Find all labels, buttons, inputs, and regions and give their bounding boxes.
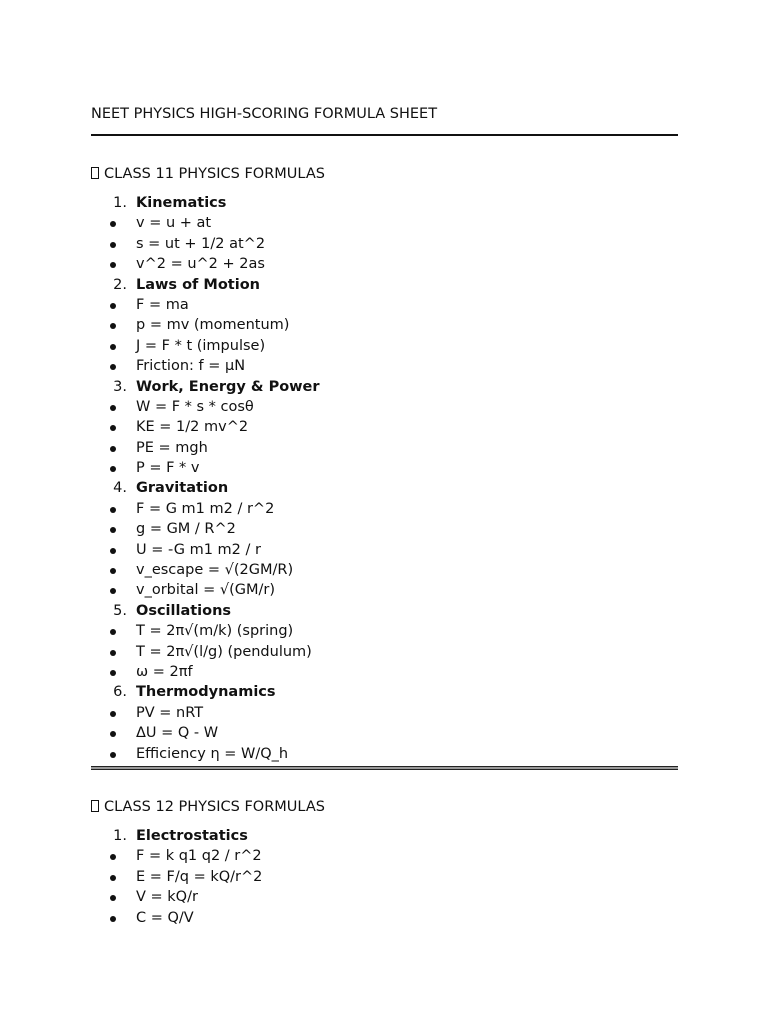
formula-text: W = F * s * cosθ	[136, 398, 254, 415]
list-number: 1.	[113, 828, 127, 844]
formula-item	[91, 642, 678, 662]
formula-text: Efficiency η = W/Q_h	[136, 745, 289, 762]
bullet-icon	[110, 670, 116, 676]
formula-item	[91, 867, 678, 887]
topic-heading	[91, 826, 678, 846]
formula-text: v^2 = u^2 + 2as	[136, 256, 265, 273]
topic-label: Thermodynamics	[136, 684, 276, 701]
list-number: 2.	[113, 276, 127, 293]
formula-item	[91, 295, 678, 315]
formula-text: P = F * v	[136, 460, 200, 477]
formula-text: s = ut + 1/2 at^2	[136, 235, 266, 252]
topic-label: Work, Energy & Power	[136, 378, 320, 395]
section-divider	[91, 766, 678, 770]
section-heading-text: CLASS 11 PHYSICS FORMULAS	[104, 166, 325, 182]
list-number: 3.	[113, 378, 127, 395]
formula-text: F = G m1 m2 / r^2	[136, 500, 275, 517]
formula-item	[91, 580, 678, 600]
list-number: 6.	[113, 684, 127, 701]
formula-text: U = -G m1 m2 / r	[136, 541, 261, 558]
formula-text: E = F/q = kQ/r^2	[136, 868, 263, 885]
topic-heading	[91, 193, 678, 213]
topic-heading	[91, 275, 678, 295]
formula-text: v_orbital = √(GM/r)	[136, 582, 276, 599]
formula-item	[91, 540, 678, 560]
bullet-icon	[110, 527, 116, 533]
formula-item	[91, 499, 678, 519]
section-heading-text: CLASS 12 PHYSICS FORMULAS	[104, 799, 325, 815]
class-12-formula-list	[91, 826, 678, 928]
bullet-icon	[110, 711, 116, 717]
list-number: 1.	[113, 195, 127, 211]
formula-text: F = ma	[136, 296, 189, 313]
formula-item	[91, 417, 678, 437]
formula-item	[91, 336, 678, 356]
formula-item	[91, 908, 678, 928]
topic-label: Electrostatics	[136, 828, 248, 844]
bullet-icon	[110, 548, 116, 554]
formula-text: PV = nRT	[136, 704, 204, 721]
formula-item	[91, 703, 678, 723]
list-number: 4.	[113, 480, 127, 497]
formula-text: T = 2π√(l/g) (pendulum)	[136, 643, 312, 660]
topic-heading	[91, 601, 678, 621]
formula-text: PE = mgh	[136, 439, 208, 456]
formula-item	[91, 846, 678, 866]
bullet-icon	[110, 588, 116, 594]
missing-glyph-box-icon	[91, 167, 99, 179]
topic-label: Kinematics	[136, 195, 227, 211]
bullet-icon	[110, 916, 116, 922]
formula-text: J = F * t (impulse)	[136, 337, 266, 354]
formula-item	[91, 723, 678, 743]
bullet-icon	[110, 875, 116, 881]
formula-item	[91, 356, 678, 376]
bullet-icon	[110, 466, 116, 472]
formula-text: V = kQ/r	[136, 889, 198, 906]
formula-item	[91, 438, 678, 458]
bullet-icon	[110, 568, 116, 574]
bullet-icon	[110, 344, 116, 350]
formula-item	[91, 458, 678, 478]
formula-item	[91, 315, 678, 335]
formula-item	[91, 744, 678, 764]
topic-label: Gravitation	[136, 480, 229, 497]
formula-text: p = mv (momentum)	[136, 317, 290, 334]
bullet-icon	[110, 854, 116, 860]
formula-text: ω = 2πf	[136, 663, 193, 680]
bullet-icon	[110, 242, 116, 248]
formula-item	[91, 519, 678, 539]
formula-text: F = k q1 q2 / r^2	[136, 848, 262, 865]
formula-text: v = u + at	[136, 215, 212, 232]
section-heading-class-12	[91, 797, 325, 817]
topic-heading	[91, 377, 678, 397]
bullet-icon	[110, 629, 116, 635]
bullet-icon	[110, 425, 116, 431]
class-11-formula-list	[91, 193, 678, 764]
topic-label: Oscillations	[136, 602, 232, 619]
formula-item	[91, 887, 678, 907]
formula-item	[91, 234, 678, 254]
formula-text: C = Q/V	[136, 909, 194, 926]
topic-label: Laws of Motion	[136, 276, 260, 293]
bullet-icon	[110, 895, 116, 901]
topic-heading	[91, 682, 678, 702]
bullet-icon	[110, 323, 116, 329]
bullet-icon	[110, 221, 116, 227]
document-title: NEET PHYSICS HIGH-SCORING FORMULA SHEET	[91, 106, 438, 122]
bullet-icon	[110, 405, 116, 411]
formula-text: Friction: f = μN	[136, 358, 246, 375]
formula-text: KE = 1/2 mv^2	[136, 419, 249, 436]
formula-item	[91, 213, 678, 233]
formula-item	[91, 560, 678, 580]
bullet-icon	[110, 262, 116, 268]
bullet-icon	[110, 446, 116, 452]
section-heading-class-11	[91, 164, 325, 184]
formula-item	[91, 621, 678, 641]
bullet-icon	[110, 731, 116, 737]
formula-text: g = GM / R^2	[136, 521, 236, 538]
formula-text: ΔU = Q - W	[136, 725, 219, 742]
formula-text: v_escape = √(2GM/R)	[136, 562, 294, 579]
list-number: 5.	[113, 602, 127, 619]
title-divider	[91, 134, 678, 136]
formula-text: T = 2π√(m/k) (spring)	[136, 623, 294, 640]
bullet-icon	[110, 650, 116, 656]
bullet-icon	[110, 507, 116, 513]
formula-item	[91, 662, 678, 682]
bullet-icon	[110, 364, 116, 370]
bullet-icon	[110, 752, 116, 758]
formula-item	[91, 254, 678, 274]
missing-glyph-box-icon	[91, 800, 99, 812]
topic-heading	[91, 478, 678, 498]
formula-item	[91, 397, 678, 417]
bullet-icon	[110, 303, 116, 309]
